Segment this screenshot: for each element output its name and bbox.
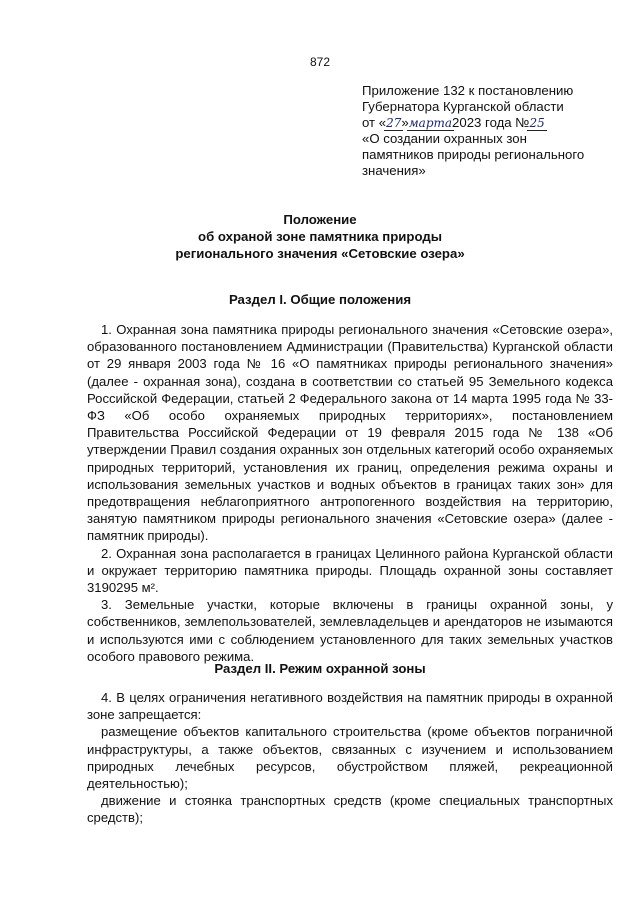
page-number: 872 [309, 55, 331, 69]
document-title [0, 211, 640, 262]
date-quote-close: » [401, 115, 409, 130]
number-value: 25 [529, 116, 545, 130]
paragraph-2: 2. Охранная зона располагается в границах Целинного района Курганской области и окружает территорию памятника природы. Площадь охранной зоны составляет 3190295 м². [87, 545, 613, 596]
handwritten-number [529, 115, 544, 131]
paragraph-1: 1. Охранная зона памятника природы регионального значения «Сетовские озера», образованного постановлением Администрации (Правительства) Курганской области от 29 января 2003 года № 16 «О памятниках природы регионального значения» (далее - охранная зона), создана в соответствии со статьей 95 Земельного кодекса Российской Федерации, статьей 2 Федерального закона от 14 марта 1995 года № 33-ФЗ «Об особо охраняемых природных территориях», постановлением Правительства Российской Федерации от 19 февраля 2015 года № 138 «Об утверждении Правил создания охранных зон отдельных категорий особо охраняемых природных территорий, установления их границ, определения режима охраны и использования земельных участков и водных объектов в границах таких зон» для предотвращения неблагоприятного антропогенного воздействия на территорию, занятую памятником природы регионального значения «Сетовские озера» (далее - памятник природы). [87, 322, 613, 544]
section-2-heading: Раздел II. Режим охранной зоны [214, 661, 426, 676]
handwritten-month [409, 115, 452, 131]
appendix-line-3 [362, 115, 622, 131]
title-line-3: регионального значения «Сетовские озера» [175, 246, 465, 261]
appendix-line-1: Приложение 132 к постановлению [362, 83, 574, 98]
paragraph-4-item-2: движение и стоянка транспортных средств (кроме специальных транспортных средств); [87, 793, 613, 826]
section-1-heading: Раздел I. Общие положения [228, 292, 412, 307]
paragraph-3: 3. Земельные участки, которые включены в границы охранной зоны, у собственников, землепользователей, землевладельцев и арендаторов не изымаются и используются ими с соблюдением установленного для таких земельных участков особого правового режима. [87, 597, 613, 664]
appendix-line-6: значения» [362, 163, 426, 178]
appendix-line-5: памятников природы регионального [362, 147, 585, 162]
section-2-body [87, 689, 613, 827]
paragraph-4-item-1: размещение объектов капитального строительства (кроме объектов пограничной инфраструктуры, а также объектов, связанных с изучением и использованием природных лечебных ресурсов, обустройством пляжей, рекреационной деятельностью); [87, 724, 613, 792]
appendix-line-4: «О создании охранных зон [362, 131, 527, 146]
month-value: марта [408, 116, 453, 130]
section-1-body [87, 321, 613, 665]
title-line-1: Положение [283, 212, 357, 227]
title-line-2: об охраной зоне памятника природы [198, 229, 442, 244]
appendix-line-2: Губернатора Курганской области [362, 99, 564, 114]
handwritten-day [386, 115, 401, 131]
day-value: 27 [386, 116, 402, 130]
paragraph-4: 4. В целях ограничения негативного воздействия на памятник природы в охранной зоне запрещается: [87, 690, 613, 723]
date-year: 2023 года № [452, 115, 530, 130]
appendix-header [362, 83, 622, 179]
date-prefix: от « [362, 115, 387, 130]
